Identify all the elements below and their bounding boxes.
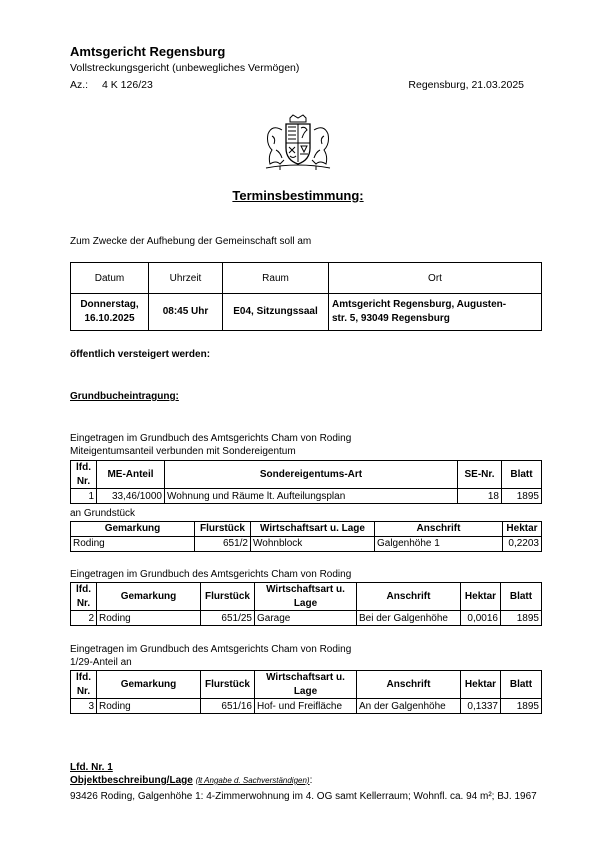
col-hektar: Hektar <box>461 671 501 699</box>
block3-share-line: 1/29-Anteil an <box>70 657 132 668</box>
document-title: Terminsbestimmung: <box>232 188 364 203</box>
col-wirtschaftsart: Wirtschaftsart u. Lage <box>255 583 357 611</box>
cell-gemarkung: Roding <box>97 699 201 714</box>
col-hektar: Hektar <box>503 522 542 537</box>
court-subtitle: Vollstreckungsgericht (unbewegliches Vermögen) <box>70 62 300 74</box>
table-row <box>71 699 542 714</box>
intro-text: Zum Zwecke der Aufhebung der Gemeinschaft soll am <box>70 236 312 247</box>
header-ort: Ort <box>329 263 542 294</box>
header-raum: Raum <box>223 263 329 294</box>
col-se-nr: SE-Nr. <box>458 461 502 489</box>
cell-anschrift: Galgenhöhe 1 <box>375 536 503 551</box>
col-gemarkung: Gemarkung <box>97 671 201 699</box>
cell-hektar: 0,1337 <box>461 699 501 714</box>
cell-hektar: 0,0016 <box>461 611 501 626</box>
object-label: Objektbeschreibung/Lage <box>70 775 193 786</box>
cell-nr: 2 <box>71 611 97 626</box>
hearing-location <box>329 294 542 331</box>
col-blatt: Blatt <box>501 583 542 611</box>
hearing-table-row <box>71 294 542 331</box>
cell-nr: 1 <box>71 489 97 504</box>
col-gemarkung: Gemarkung <box>71 522 195 537</box>
col-blatt: Blatt <box>502 461 542 489</box>
col-blatt: Blatt <box>501 671 542 699</box>
object-description-label <box>70 775 312 786</box>
col-gemarkung: Gemarkung <box>97 583 201 611</box>
cell-art: Wohnung und Räume lt. Aufteilungsplan <box>165 489 458 504</box>
block1-ownership-line: Miteigentumsanteil verbunden mit Sondereigentum <box>70 446 296 457</box>
object-number: Lfd. Nr. 1 <box>70 762 113 773</box>
col-wirtschaftsart: Wirtschaftsart u. Lage <box>255 671 357 699</box>
table-header-row <box>71 522 542 537</box>
bavarian-coat-of-arms-seal <box>262 114 334 172</box>
object-note: (lt Angabe d. Sachverständigen) <box>195 776 310 785</box>
location-line2: str. 5, 93049 Regensburg <box>332 313 450 324</box>
col-anschrift: Anschrift <box>375 522 503 537</box>
hearing-table-header <box>71 263 542 294</box>
cell-blatt: 1895 <box>501 699 542 714</box>
cell-wirtschaftsart: Garage <box>255 611 357 626</box>
col-flurstueck: Flurstück <box>195 522 251 537</box>
block1-parcel-table <box>70 521 542 552</box>
cell-flurstueck: 651/2 <box>195 536 251 551</box>
cell-nr: 3 <box>71 699 97 714</box>
hearing-date-value: 16.10.2025 <box>84 313 135 324</box>
object-description-text: 93426 Roding, Galgenhöhe 1: 4-Zimmerwohnung im 4. OG samt Kellerraum; Wohnfl. ca. 94 m²; BJ. 1967 <box>70 791 537 802</box>
cell-gemarkung: Roding <box>71 536 195 551</box>
col-hektar: Hektar <box>461 583 501 611</box>
block2-parcel-table <box>70 582 542 626</box>
col-lfd-nr: lfd. Nr. <box>71 583 97 611</box>
block2-register-line: Eingetragen im Grundbuch des Amtsgerichts Cham von Roding <box>70 569 352 580</box>
cell-gemarkung: Roding <box>97 611 201 626</box>
cell-wirtschaftsart: Wohnblock <box>251 536 375 551</box>
object-colon: : <box>309 775 313 786</box>
table-row <box>71 611 542 626</box>
court-name: Amtsgericht Regensburg <box>70 44 226 59</box>
hearing-time: 08:45 Uhr <box>149 294 223 331</box>
block1-register-line: Eingetragen im Grundbuch des Amtsgerichts Cham von Roding <box>70 433 352 444</box>
block1-parcel-line: an Grundstück <box>70 508 136 519</box>
cell-flurstueck: 651/25 <box>201 611 255 626</box>
block1-share-table <box>70 460 542 504</box>
hearing-room: E04, Sitzungssaal <box>223 294 329 331</box>
col-flurstueck: Flurstück <box>201 671 255 699</box>
cell-anschrift: An der Galgenhöhe <box>357 699 461 714</box>
case-number-label: Az.: <box>70 79 89 91</box>
auction-statement: öffentlich versteigert werden: <box>70 349 211 360</box>
table-row <box>71 536 542 551</box>
cell-flurstueck: 651/16 <box>201 699 255 714</box>
table-header-row <box>71 461 542 489</box>
cell-hektar: 0,2203 <box>503 536 542 551</box>
col-wirtschaftsart: Wirtschaftsart u. Lage <box>251 522 375 537</box>
cell-se-nr: 18 <box>458 489 502 504</box>
cell-anteil: 33,46/1000 <box>97 489 165 504</box>
col-anschrift: Anschrift <box>357 583 461 611</box>
table-header-row <box>71 671 542 699</box>
header-uhrzeit: Uhrzeit <box>149 263 223 294</box>
col-me-anteil: ME-Anteil <box>97 461 165 489</box>
col-anschrift: Anschrift <box>357 671 461 699</box>
block3-parcel-table <box>70 670 542 714</box>
col-lfd-nr: lfd. Nr. <box>71 461 97 489</box>
col-lfd-nr: lfd. Nr. <box>71 671 97 699</box>
place-date: Regensburg, 21.03.2025 <box>408 79 524 91</box>
col-se-art: Sondereigentums-Art <box>165 461 458 489</box>
cell-wirtschaftsart: Hof- und Freifläche <box>255 699 357 714</box>
cell-blatt: 1895 <box>501 611 542 626</box>
hearing-date <box>71 294 149 331</box>
cell-anschrift: Bei der Galgenhöhe <box>357 611 461 626</box>
block3-register-line: Eingetragen im Grundbuch des Amtsgerichts Cham von Roding <box>70 644 352 655</box>
table-header-row <box>71 583 542 611</box>
hearing-weekday: Donnerstag, <box>80 299 139 310</box>
header-datum: Datum <box>71 263 149 294</box>
table-row <box>71 489 542 504</box>
case-number: 4 K 126/23 <box>102 79 153 91</box>
cell-blatt: 1895 <box>502 489 542 504</box>
location-line1: Amtsgericht Regensburg, Augusten- <box>332 299 507 310</box>
land-register-heading: Grundbucheintragung: <box>70 391 179 402</box>
hearing-table <box>70 262 542 331</box>
col-flurstueck: Flurstück <box>201 583 255 611</box>
